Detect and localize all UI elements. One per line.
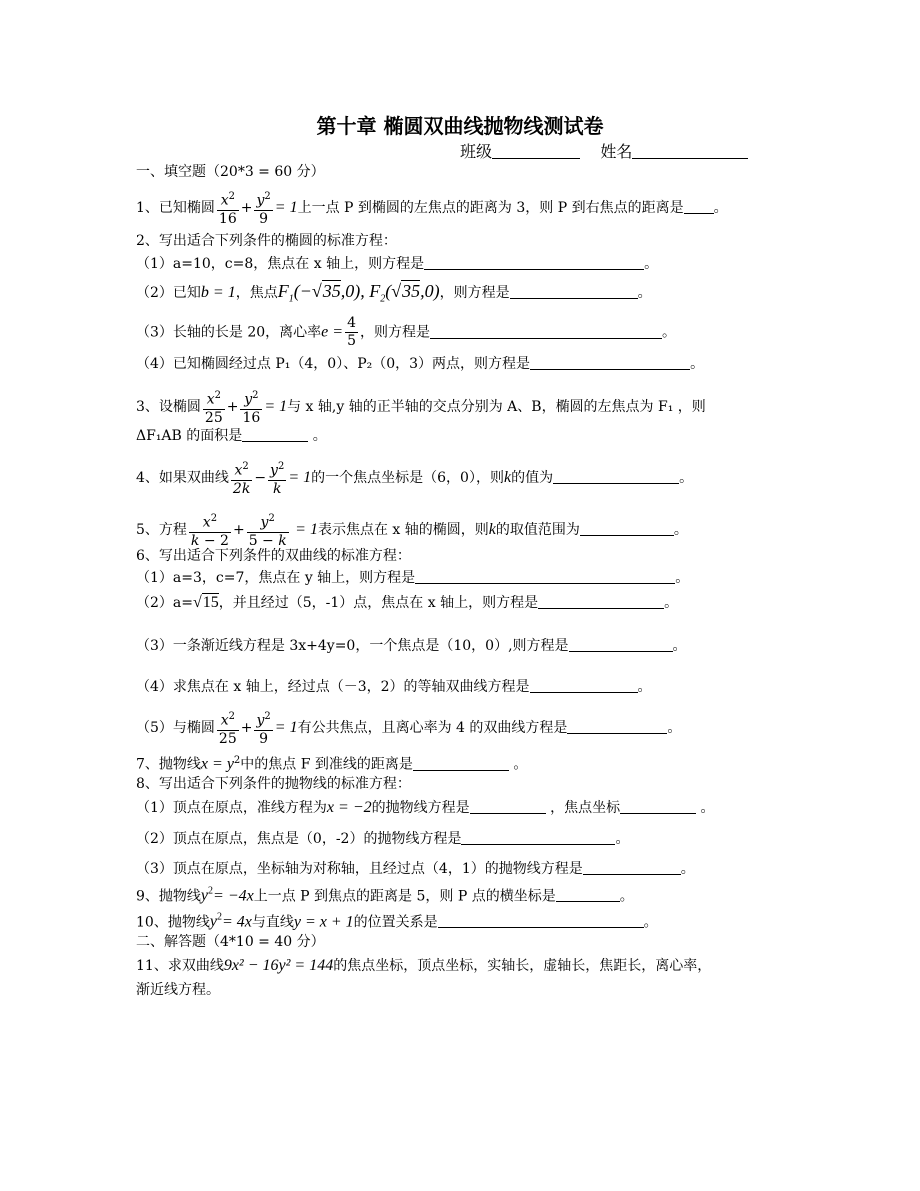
question-8-part-2: （2）顶点在原点，焦点是（0，-2）的抛物线方程是 。 — [136, 831, 630, 847]
fraction-x2-25: $\frac{x^2}{25}$ — [203, 387, 225, 427]
fraction-y2-k: $\frac{y^2}{k}$ — [268, 458, 286, 498]
q7-answer-blank[interactable] — [413, 755, 509, 771]
q2-3-answer-blank[interactable] — [430, 323, 662, 339]
q1-answer-blank[interactable] — [684, 198, 714, 214]
question-9: 9、抛物线$y^2= -4x$上一点 P 到焦点的距离是 5，则 P 点的横坐标是 。 — [136, 886, 634, 905]
fraction-y2-9: $\frac{y^2}{9}$ — [254, 188, 272, 228]
q8-3-answer-blank[interactable] — [583, 859, 681, 875]
q8-2-answer-blank[interactable] — [461, 829, 615, 845]
question-11: 11、求双曲线9x² − 16y² = 144的焦点坐标，顶点坐标，实轴长，虚轴长，焦距长，离心率， — [136, 957, 712, 974]
page-title: 第十章 椭圆双曲线抛物线测试卷 — [316, 114, 604, 138]
question-6-part-1: （1）a=3，c=7，焦点在 y 轴上，则方程是 。 — [136, 570, 690, 586]
question-2-part-3: （3）长轴的长是 20，离心率e = $\frac{4}{5}$ ，则方程是 。 — [136, 315, 676, 349]
q3-answer-blank[interactable] — [242, 426, 308, 442]
question-8-part-3: （3）顶点在原点，坐标轴为对称轴，且经过点（4，1）的抛物线方程是 。 — [136, 861, 695, 877]
q4-answer-blank[interactable] — [553, 468, 679, 484]
q8-1-focus-blank[interactable] — [620, 798, 696, 814]
fraction-y2-5-k: $\frac{y^2}{5 - k}$ — [247, 510, 289, 550]
class-blank[interactable] — [492, 143, 580, 159]
section2-heading: 二、解答题（4*10 = 40 分） — [136, 934, 325, 950]
name-row — [460, 139, 748, 162]
question-3-line-2: ΔF₁AB 的面积是 。 — [136, 428, 327, 444]
fraction-x2-k-2: $\frac{x^2}{k - 2}$ — [189, 510, 231, 550]
question-3: 3、设椭圆 $\frac{x^2}{25}$ + $\frac{y^2}{16}$ = 1与 x 轴,y 轴的正半轴的交点分别为 A、B，椭圆的左焦点为 F₁ ，则 — [136, 387, 706, 427]
question-11-line-2: 渐近线方程。 — [136, 982, 220, 998]
question-8-stem: 8、写出适合下列条件的抛物线的标准方程： — [136, 776, 411, 792]
fraction-x2-25b: $\frac{x^2}{25}$ — [217, 708, 239, 748]
question-2-part-1: （1）a=10，c=8，焦点在 x 轴上，则方程是 。 — [136, 256, 659, 272]
question-6-part-5: （5）与椭圆 $\frac{x^2}{25}$ + $\frac{y^2}{9}$ = 1有公共焦点，且离心率为 4 的双曲线方程是 。 — [136, 708, 681, 748]
q6-2-answer-blank[interactable] — [538, 593, 664, 609]
question-6-part-4: （4）求焦点在 x 轴上，经过点（－3，2）的等轴双曲线方程是 。 — [136, 679, 652, 695]
q9-answer-blank[interactable] — [556, 886, 620, 902]
name-label: 姓名 — [600, 142, 633, 161]
question-8-part-1: （1）顶点在原点，准线方程为x = −2的抛物线方程是 ，焦点坐标 。 — [136, 799, 715, 816]
q2-1-answer-blank[interactable] — [424, 254, 644, 270]
fraction-4-5: $\frac{4}{5}$ — [347, 315, 356, 349]
question-1: 1、已知椭圆 $\frac{x^2}{16}$ + $\frac{y^2}{9}$ = 1上一点 P 到椭圆的左焦点的距离为 3，则 P 到右焦点的距离是 。 — [136, 188, 728, 228]
q8-1-answer-blank[interactable] — [470, 798, 546, 814]
question-2-part-2: （2）已知b = 1，焦点$F_1(-√35,0)$, $F_2(√35,0)$，则方程是 。 — [136, 281, 652, 305]
question-6-part-2: （2）a=√15，并且经过（5，-1）点，焦点在 x 轴上，则方程是 。 — [136, 594, 679, 611]
q6-3-answer-blank[interactable] — [569, 636, 673, 652]
foci-f1-f2: $F_1(-√35,0)$, $F_2(√35,0)$ — [277, 281, 440, 305]
question-2-part-4: （4）已知椭圆经过点 P₁（4，0）、P₂（0，3）两点，则方程是 。 — [136, 356, 705, 372]
question-10: 10、抛物线$y^2= 4x$与直线y = x + 1的位置关系是 。 — [136, 912, 658, 931]
question-7: 7、抛物线$x = y^2$中的焦点 F 到准线的距离是 。 — [136, 755, 528, 773]
question-4: 4、如果双曲线 $\frac{x^2}{2k}$ − $\frac{y^2}{k}$ = 1的一个焦点坐标是（6，0），则k的值为 。 — [136, 458, 693, 498]
question-6-part-3: （3）一条渐近线方程是 3x+4y=0，一个焦点是（10，0）,则方程是 。 — [136, 638, 687, 654]
section1-heading: 一、填空题（20*3 = 60 分） — [136, 164, 325, 180]
fraction-x2-16: $\frac{x^2}{16}$ — [217, 188, 239, 228]
fraction-x2-2k: $\frac{x^2}{2k}$ — [231, 458, 252, 498]
q6-4-answer-blank[interactable] — [530, 677, 638, 693]
q5-answer-blank[interactable] — [580, 520, 674, 536]
q2-4-answer-blank[interactable] — [530, 354, 690, 370]
question-2-stem: 2、写出适合下列条件的椭圆的标准方程： — [136, 233, 397, 249]
fraction-y2-16: $\frac{y^2}{16}$ — [240, 387, 262, 427]
q10-answer-blank[interactable] — [438, 912, 644, 928]
q6-1-answer-blank[interactable] — [415, 568, 675, 584]
q6-5-answer-blank[interactable] — [567, 718, 667, 734]
class-label: 班级 — [460, 142, 493, 161]
question-6-stem: 6、写出适合下列条件的双曲线的标准方程： — [136, 548, 411, 564]
q2-2-answer-blank[interactable] — [510, 283, 638, 299]
question-5: 5、方程 $\frac{x^2}{k - 2}$ + $\frac{y^2}{5 - k}$ = 1表示焦点在 x 轴的椭圆，则k的取值范围为 。 — [136, 510, 688, 550]
name-blank[interactable] — [632, 143, 748, 159]
fraction-y2-9b: $\frac{y^2}{9}$ — [254, 708, 272, 748]
